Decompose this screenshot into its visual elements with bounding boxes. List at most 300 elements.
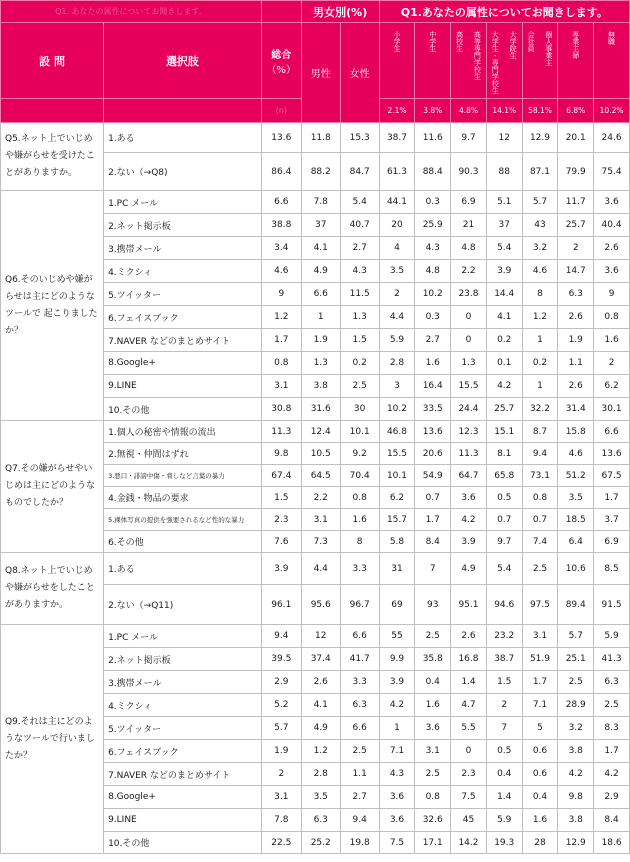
gender-value: 11.8	[301, 123, 340, 153]
attribute-value: 3.1	[415, 740, 451, 763]
total-value: 67.4	[261, 465, 301, 487]
question-text: Q6.そのいじめや嫌がらせは主にどのようなツールで 起こりましたか？	[1, 191, 104, 421]
attribute-value: 6.9	[594, 531, 630, 553]
attribute-value: 15.1	[486, 421, 522, 443]
option-label: 4.ミクシィ	[104, 694, 262, 717]
gender-value: 2.2	[301, 487, 340, 509]
attribute-value: 88.4	[415, 153, 451, 191]
attribute-value: 6.9	[451, 191, 487, 214]
attribute-value: 2.5	[522, 553, 558, 585]
attribute-value: 0.8	[522, 487, 558, 509]
attribute-value: 15.7	[379, 509, 415, 531]
attribute-value: 9.7	[451, 123, 487, 153]
total-value: 13.6	[261, 123, 301, 153]
attribute-value: 40.4	[594, 214, 630, 237]
attr-label: 専業主婦	[571, 30, 580, 59]
attribute-value: 7	[415, 553, 451, 585]
attr-label: 高校生	[455, 30, 464, 52]
attribute-value: 54.9	[415, 465, 451, 487]
attribute-value: 23.2	[486, 625, 522, 648]
attribute-value: 79.9	[558, 153, 594, 191]
attribute-value: 5	[522, 717, 558, 740]
attribute-value: 41.3	[594, 648, 630, 671]
option-label: 1.ある	[104, 553, 262, 585]
attribute-value: 4.6	[558, 443, 594, 465]
attribute-value: 18.6	[594, 832, 630, 854]
attribute-value: 0.8	[415, 786, 451, 809]
total-value: 1.9	[261, 740, 301, 763]
attr-pct-6: 10.2%	[594, 99, 630, 123]
attribute-value: 4.2	[594, 763, 630, 786]
option-label: 2.ネット掲示板	[104, 648, 262, 671]
attribute-value: 25.7	[486, 398, 522, 421]
attribute-value: 4.3	[415, 237, 451, 260]
attribute-value: 8.5	[594, 553, 630, 585]
attribute-value: 0.1	[486, 352, 522, 375]
attribute-value: 2.9	[594, 786, 630, 809]
attribute-value: 1.2	[522, 306, 558, 329]
attr-label: 高等専門学校生	[473, 30, 482, 80]
option-label: 1.個人の秘密や情報の流出	[104, 421, 262, 443]
option-label: 2.ない（→Q8)	[104, 153, 262, 191]
attribute-value: 12.9	[522, 123, 558, 153]
attribute-value: 0.2	[522, 352, 558, 375]
attribute-value: 3.7	[594, 509, 630, 531]
attribute-value: 4.8	[415, 260, 451, 283]
gender-value: 1	[301, 306, 340, 329]
question-text: Q9.それは主にどのようなツールで行いましたか？	[1, 625, 104, 854]
gender-value: 70.4	[340, 465, 379, 487]
attribute-value: 0.8	[594, 306, 630, 329]
option-label: 1.PC メール	[104, 191, 262, 214]
attribute-value: 0.4	[486, 763, 522, 786]
gender-value: 19.8	[340, 832, 379, 854]
attribute-value: 5.7	[558, 625, 594, 648]
attribute-value: 5.9	[486, 809, 522, 832]
option-label: 10.その他	[104, 832, 262, 854]
attribute-value: 8.4	[594, 809, 630, 832]
attribute-value: 46.8	[379, 421, 415, 443]
option-label: 7.NAVER などのまとめサイト	[104, 329, 262, 352]
header-blank-q	[1, 99, 104, 123]
attribute-value: 7.4	[522, 531, 558, 553]
total-value: 5.7	[261, 717, 301, 740]
gender-value: 10.5	[301, 443, 340, 465]
attribute-value: 61.3	[379, 153, 415, 191]
question-text: Q7.その嫌がらせやいじめは主にどのようなものでしたか？	[1, 421, 104, 553]
option-label: 8.Google+	[104, 352, 262, 375]
gender-value: 1.2	[301, 740, 340, 763]
attribute-value: 25.1	[558, 648, 594, 671]
total-value: 3.1	[261, 375, 301, 398]
attribute-value: 0.3	[415, 191, 451, 214]
gender-value: 30	[340, 398, 379, 421]
gender-value: 2.5	[340, 375, 379, 398]
attribute-value: 8	[522, 283, 558, 306]
attribute-value: 69	[379, 585, 415, 625]
attribute-value: 14.2	[451, 832, 487, 854]
total-value: 3.1	[261, 786, 301, 809]
attribute-value: 0	[451, 740, 487, 763]
attr-label: 大学院生	[509, 30, 518, 59]
option-label: 1.ある	[104, 123, 262, 153]
attribute-value: 9.8	[558, 786, 594, 809]
attribute-value: 4.8	[451, 237, 487, 260]
total-value: 2.3	[261, 509, 301, 531]
attribute-value: 1.6	[522, 809, 558, 832]
attribute-value: 2.5	[415, 763, 451, 786]
gender-value: 2.5	[340, 740, 379, 763]
attribute-value: 6.3	[558, 283, 594, 306]
total-value: 1.5	[261, 487, 301, 509]
option-label: 9.LINE	[104, 375, 262, 398]
gender-value: 40.7	[340, 214, 379, 237]
attribute-value: 21	[451, 214, 487, 237]
gender-value: 8	[340, 531, 379, 553]
attribute-value: 3.8	[558, 740, 594, 763]
attribute-value: 4	[379, 237, 415, 260]
gender-value: 1.3	[340, 306, 379, 329]
gender-value: 6.3	[301, 809, 340, 832]
attribute-value: 0.5	[486, 487, 522, 509]
attribute-value: 1	[522, 375, 558, 398]
gender-value: 4.1	[301, 694, 340, 717]
attribute-value: 0.3	[415, 306, 451, 329]
gender-value: 12	[301, 625, 340, 648]
attribute-value: 3.9	[451, 531, 487, 553]
option-label: 5.ツイッター	[104, 283, 262, 306]
attribute-value: 15.5	[379, 443, 415, 465]
option-label: 2.ない（→Q11)	[104, 585, 262, 625]
attribute-value: 7	[486, 717, 522, 740]
attribute-value: 2.7	[415, 329, 451, 352]
attribute-value: 7.5	[451, 786, 487, 809]
attribute-value: 5.1	[486, 191, 522, 214]
gender-value: 88.2	[301, 153, 340, 191]
attribute-value: 93	[415, 585, 451, 625]
attribute-value: 3.2	[522, 237, 558, 260]
attribute-value: 1.7	[522, 671, 558, 694]
gender-value: 84.7	[340, 153, 379, 191]
total-value: 39.5	[261, 648, 301, 671]
attr-col-3	[486, 23, 522, 99]
attribute-value: 37	[486, 214, 522, 237]
attribute-value: 2.6	[594, 237, 630, 260]
attribute-value: 1.6	[415, 694, 451, 717]
attribute-value: 24.4	[451, 398, 487, 421]
gender-value: 1.6	[340, 509, 379, 531]
attribute-value: 5.4	[486, 237, 522, 260]
gender-value: 7.8	[301, 191, 340, 214]
gender-value: 4.9	[301, 717, 340, 740]
total-value: 9.4	[261, 625, 301, 648]
attribute-value: 14.7	[558, 260, 594, 283]
attribute-value: 20	[379, 214, 415, 237]
attribute-value: 31	[379, 553, 415, 585]
attr-pct-3: 14.1%	[486, 99, 522, 123]
attribute-value: 10.1	[379, 465, 415, 487]
attr-col-5	[558, 23, 594, 99]
attribute-value: 7.1	[379, 740, 415, 763]
option-label: 3.悪口・誹謗中傷・脅しなど言葉の暴力	[104, 465, 262, 487]
gender-value: 31.6	[301, 398, 340, 421]
attribute-value: 4.3	[379, 763, 415, 786]
attr-col-0	[379, 23, 415, 99]
table-row	[1, 123, 630, 153]
total-value: 3.9	[261, 553, 301, 585]
option-label: 5.ツイッター	[104, 717, 262, 740]
total-value: 30.8	[261, 398, 301, 421]
gender-value: 7.3	[301, 531, 340, 553]
attribute-value: 25.9	[415, 214, 451, 237]
attribute-value: 3.6	[594, 191, 630, 214]
attribute-value: 15.8	[558, 421, 594, 443]
attribute-value: 4.7	[451, 694, 487, 717]
total-value: 11.3	[261, 421, 301, 443]
total-value: 5.2	[261, 694, 301, 717]
attribute-value: 11.6	[415, 123, 451, 153]
gender-value: 11.5	[340, 283, 379, 306]
option-label: 10.その他	[104, 398, 262, 421]
attribute-value: 16.8	[451, 648, 487, 671]
attr-col-2	[451, 23, 487, 99]
option-label: 9.LINE	[104, 809, 262, 832]
attribute-value: 1.7	[594, 740, 630, 763]
question-text: Q5.ネット上でいじめや嫌がらせを受けたことがありますか。	[1, 123, 104, 191]
attribute-value: 18.5	[558, 509, 594, 531]
gender-value: 3.1	[301, 509, 340, 531]
attribute-value: 89.4	[558, 585, 594, 625]
attribute-value: 0.6	[522, 763, 558, 786]
attribute-value: 28	[522, 832, 558, 854]
attribute-value: 3.6	[451, 487, 487, 509]
option-label: 4.金銭・物品の要求	[104, 487, 262, 509]
attribute-value: 94.6	[486, 585, 522, 625]
attribute-value: 10.2	[415, 283, 451, 306]
gender-value: 2.7	[340, 237, 379, 260]
total-value: 9.8	[261, 443, 301, 465]
attr-pct-5: 6.8%	[558, 99, 594, 123]
gender-value: 4.3	[340, 260, 379, 283]
option-label: 3.携帯メール	[104, 671, 262, 694]
total-n-label: (n)	[261, 99, 301, 123]
attribute-value: 55	[379, 625, 415, 648]
attribute-value: 97.5	[522, 585, 558, 625]
attribute-value: 90.3	[451, 153, 487, 191]
gender-value: 9.2	[340, 443, 379, 465]
attr-pct-4: 58.1%	[522, 99, 558, 123]
gender-value: 10.1	[340, 421, 379, 443]
table-row	[1, 191, 630, 214]
attr-label: 中学生	[428, 30, 437, 52]
attribute-value: 17.1	[415, 832, 451, 854]
gender-value: 41.7	[340, 648, 379, 671]
attribute-value: 5.7	[522, 191, 558, 214]
total-value: 1.2	[261, 306, 301, 329]
attribute-value: 12.9	[558, 832, 594, 854]
attribute-value: 12	[486, 123, 522, 153]
attribute-value: 3.2	[558, 717, 594, 740]
faint-header-title: Q1. あなたの属性についてお聞きします。	[1, 1, 262, 23]
attribute-value: 6.2	[379, 487, 415, 509]
gender-value: 6.6	[340, 717, 379, 740]
attribute-value: 20.6	[415, 443, 451, 465]
attribute-value: 33.5	[415, 398, 451, 421]
attribute-value: 4.2	[486, 375, 522, 398]
attribute-value: 6.2	[594, 375, 630, 398]
gender-value: 3.3	[340, 553, 379, 585]
attribute-value: 4.6	[522, 260, 558, 283]
attribute-value: 38.7	[379, 123, 415, 153]
attribute-value: 30.1	[594, 398, 630, 421]
attribute-value: 2.5	[415, 625, 451, 648]
attribute-value: 51.2	[558, 465, 594, 487]
gender-value: 96.7	[340, 585, 379, 625]
attribute-value: 3.9	[379, 671, 415, 694]
attribute-value: 2.2	[451, 260, 487, 283]
option-label: 2.無視・仲間はずれ	[104, 443, 262, 465]
gender-value: 25.2	[301, 832, 340, 854]
attr-label: 無職	[607, 30, 616, 45]
attribute-value: 3	[379, 375, 415, 398]
attribute-value: 1	[379, 717, 415, 740]
attribute-value: 0.2	[486, 329, 522, 352]
attribute-value: 1.4	[451, 671, 487, 694]
attribute-value: 13.6	[594, 443, 630, 465]
attribute-value: 0.5	[486, 740, 522, 763]
attribute-value: 8.1	[486, 443, 522, 465]
attribute-value: 2.6	[558, 306, 594, 329]
gender-header: 男女別(%)	[301, 1, 379, 23]
gender-value: 4.1	[301, 237, 340, 260]
attr-col-4	[522, 23, 558, 99]
gender-value: 15.3	[340, 123, 379, 153]
attribute-value: 6.6	[594, 421, 630, 443]
attribute-value: 5.9	[594, 625, 630, 648]
total-value: 3.4	[261, 237, 301, 260]
attribute-value: 64.7	[451, 465, 487, 487]
attribute-value: 45	[451, 809, 487, 832]
attribute-value: 2.6	[558, 375, 594, 398]
gender-value: 2.8	[301, 763, 340, 786]
attribute-value: 38.7	[486, 648, 522, 671]
attribute-value: 15.5	[451, 375, 487, 398]
total-value: 1.7	[261, 329, 301, 352]
total-value: 4.6	[261, 260, 301, 283]
attribute-value: 2	[594, 352, 630, 375]
attribute-value: 1.4	[486, 786, 522, 809]
attribute-value: 8.7	[522, 421, 558, 443]
table-row	[1, 421, 630, 443]
attribute-value: 9.4	[522, 443, 558, 465]
attribute-value: 14.4	[486, 283, 522, 306]
male-column-header: 男性	[301, 23, 340, 123]
option-label: 2.ネット掲示板	[104, 214, 262, 237]
attribute-value: 3.6	[379, 809, 415, 832]
option-label: 6.フェイスブック	[104, 306, 262, 329]
attribute-value: 11.3	[451, 443, 487, 465]
gender-value: 9.4	[340, 809, 379, 832]
attribute-value: 75.4	[594, 153, 630, 191]
attr-label: 会社員	[527, 30, 536, 52]
gender-value: 6.6	[340, 625, 379, 648]
total-value: 38.8	[261, 214, 301, 237]
attribute-value: 0.4	[522, 786, 558, 809]
question-column-header: 設 問	[1, 23, 104, 99]
total-value: 2.9	[261, 671, 301, 694]
attribute-value: 28.9	[558, 694, 594, 717]
attr-col-1	[415, 23, 451, 99]
attribute-value: 1.3	[451, 352, 487, 375]
attribute-value: 24.6	[594, 123, 630, 153]
attribute-value: 43	[522, 214, 558, 237]
attribute-value: 2	[379, 283, 415, 306]
attribute-value: 44.1	[379, 191, 415, 214]
attribute-value: 7.1	[522, 694, 558, 717]
attribute-value: 10.6	[558, 553, 594, 585]
header-blank-opt	[104, 99, 262, 123]
total-value: 6.6	[261, 191, 301, 214]
attribute-value: 25.7	[558, 214, 594, 237]
attribute-value: 4.2	[451, 509, 487, 531]
attribute-value: 0.7	[522, 509, 558, 531]
attribute-value: 1	[522, 329, 558, 352]
attribute-value: 2.6	[451, 625, 487, 648]
attr-col-6	[594, 23, 630, 99]
attribute-value: 1.5	[486, 671, 522, 694]
attribute-value: 1.7	[415, 509, 451, 531]
question-text: Q8.ネット上でいじめや嫌がらせをしたことがありますか。	[1, 553, 104, 625]
attribute-value: 95.1	[451, 585, 487, 625]
attribute-value: 0.6	[522, 740, 558, 763]
attribute-value: 4.4	[379, 306, 415, 329]
attribute-value: 5.4	[486, 553, 522, 585]
attribute-value: 3.6	[379, 786, 415, 809]
attribute-value: 2.8	[379, 352, 415, 375]
gender-value: 1.9	[301, 329, 340, 352]
attribute-value: 4.9	[451, 553, 487, 585]
attribute-value: 2	[558, 237, 594, 260]
attribute-value: 32.2	[522, 398, 558, 421]
attribute-value: 2.3	[451, 763, 487, 786]
attribute-value: 2	[486, 694, 522, 717]
attribute-value: 4.2	[379, 694, 415, 717]
option-label: 8.Google+	[104, 786, 262, 809]
attribute-value: 5.9	[379, 329, 415, 352]
gender-value: 1.3	[301, 352, 340, 375]
attribute-value: 88	[486, 153, 522, 191]
attribute-value: 9.7	[486, 531, 522, 553]
total-value: 2	[261, 763, 301, 786]
gender-value: 5.4	[340, 191, 379, 214]
attribute-value: 3.6	[594, 260, 630, 283]
total-value: 86.4	[261, 153, 301, 191]
table-row	[1, 625, 630, 648]
attribute-value: 5.5	[451, 717, 487, 740]
option-label: 6.フェイスブック	[104, 740, 262, 763]
total-value: 7.6	[261, 531, 301, 553]
attr-pct-2: 4.8%	[451, 99, 487, 123]
gender-value: 0.8	[340, 487, 379, 509]
gender-value: 3.5	[301, 786, 340, 809]
option-column-header: 選択肢	[104, 23, 262, 99]
gender-value: 64.5	[301, 465, 340, 487]
attr-label: 大学生・専門学校生	[491, 30, 500, 94]
gender-value: 4.9	[301, 260, 340, 283]
gender-value: 0.2	[340, 352, 379, 375]
total-header-top	[261, 1, 301, 23]
attribute-value: 0.7	[486, 509, 522, 531]
